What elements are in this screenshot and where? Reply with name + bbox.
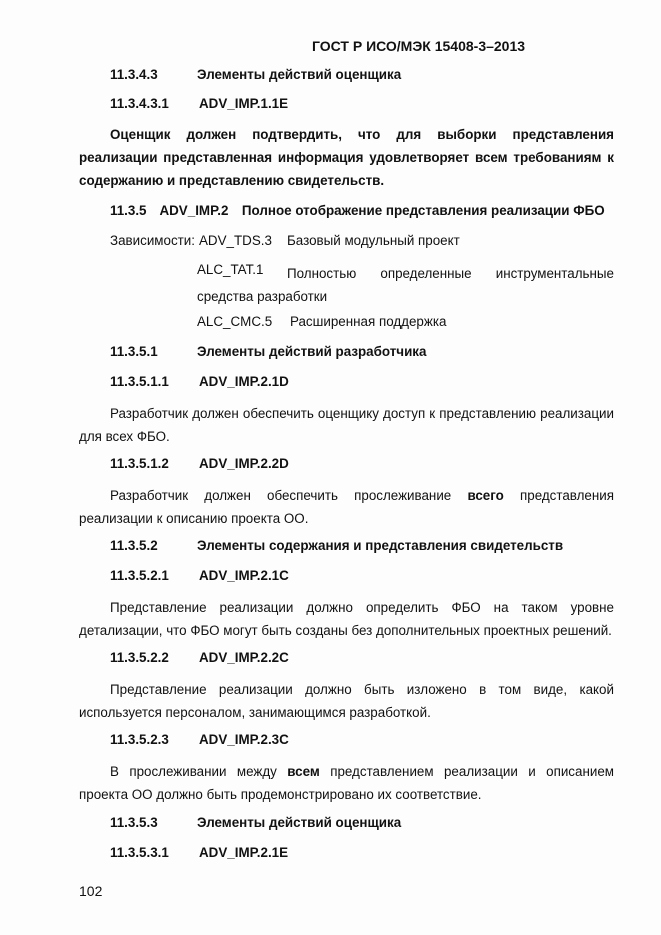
tracing-paragraph: Разработчик должен обеспечить прослеживание всего представления реализации к описанию проекта ОО. — [79, 488, 614, 526]
section-number: 11.3.5.2 — [110, 538, 158, 553]
section-number: 11.3.5.2.2 — [110, 650, 169, 665]
dependency-block: Полностью определенные инструментальные средства разработки — [197, 266, 614, 304]
section-number: 11.3.4.3.1 — [110, 96, 169, 111]
section-title: Элементы действий оценщика — [197, 815, 402, 830]
element-code: ADV_IMP.2.2D — [199, 456, 289, 471]
dependency-code: ADV_TDS.3 — [199, 233, 272, 248]
component-heading — [110, 203, 605, 218]
dependency-text: Базовый модульный проект — [287, 233, 460, 248]
dependency-text: Расширенная поддержка — [290, 314, 447, 329]
section-number: 11.3.5.1.1 — [110, 374, 169, 389]
section-number: 11.3.5 — [110, 203, 147, 218]
section-title: Элементы содержания и представления свидетельств — [197, 538, 564, 553]
section-number: 11.3.5.3 — [110, 815, 158, 830]
content-paragraph: В прослеживании между всем представлением реализации и описанием проекта ОО должно быть продемонстрировано их соответствие. — [79, 764, 614, 802]
element-code: ADV_IMP.2.3C — [199, 732, 289, 747]
standard-header: ГОСТ Р ИСО/МЭК 15408-3–2013 — [312, 38, 526, 54]
element-code: ADV_IMP.2.1E — [199, 845, 289, 860]
element-code: ADV_IMP.2.1D — [199, 374, 289, 389]
element-code: ADV_IMP.2.2C — [199, 650, 289, 665]
evaluator-paragraph: Оценщик должен подтвердить, что для выборки представления реализации представленная информация удовлетворяет всем требованиям к содержанию и представлению свидетельств. — [79, 127, 614, 188]
section-number: 11.3.5.3.1 — [110, 845, 169, 860]
dependency-code: ALC_TAT.1 — [197, 262, 264, 277]
page-number: 102 — [79, 883, 103, 899]
element-code: ADV_IMP.2.1C — [199, 568, 289, 583]
content-paragraph: Представление реализации должно определить ФБО на таком уровне детализации, что ФБО могут быть созданы без дополнительных проектных решений. — [79, 600, 614, 638]
developer-paragraph: Разработчик должен обеспечить оценщику доступ к представлению реализации для всех ФБО. — [79, 406, 614, 444]
emphasis-text: всем — [287, 764, 320, 779]
dependencies-label: Зависимости: — [110, 233, 195, 248]
section-number: 11.3.5.2.3 — [110, 732, 169, 747]
section-number: 11.3.5.1 — [110, 344, 158, 359]
component-title: Полное отображение представления реализации ФБО — [241, 203, 605, 218]
section-number: 11.3.4.3 — [110, 67, 158, 82]
content-paragraph: Представление реализации должно быть изложено в том виде, какой используется персоналом, занимающимся разработкой. — [79, 682, 614, 720]
section-number: 11.3.5.1.2 — [110, 456, 169, 471]
element-code: ADV_IMP.1.1E — [199, 96, 289, 111]
section-title: Элементы действий разработчика — [197, 344, 427, 359]
component-code: ADV_IMP.2 — [159, 203, 229, 218]
section-title: Элементы действий оценщика — [197, 67, 402, 82]
section-number: 11.3.5.2.1 — [110, 568, 169, 583]
dependency-code: ALC_CMC.5 — [197, 314, 273, 329]
emphasis-text: всего — [467, 488, 504, 503]
